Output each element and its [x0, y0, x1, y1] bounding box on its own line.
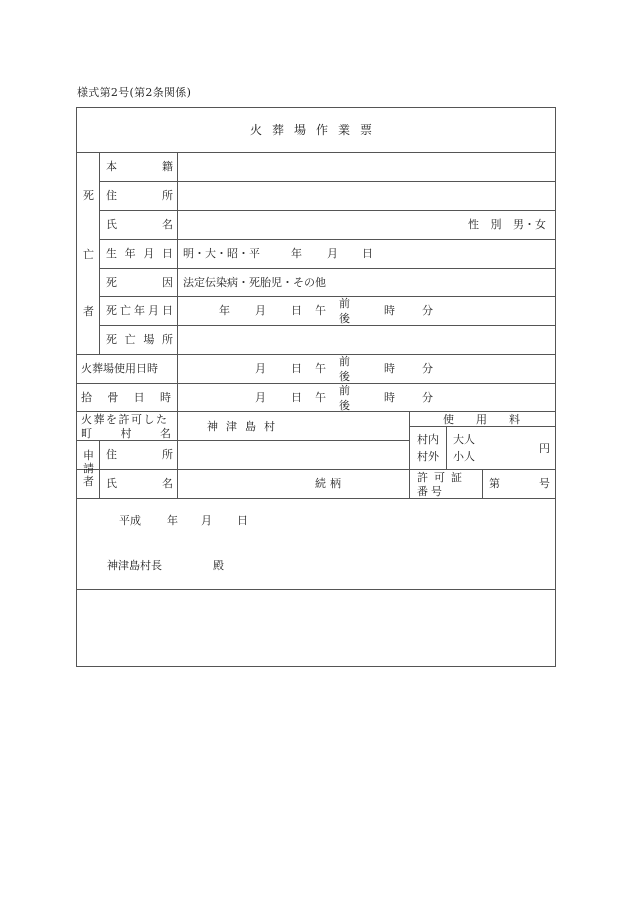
permit-town-label-line1: 火葬を許可した — [81, 413, 169, 426]
death-place-label: 死 亡 場 所 — [106, 333, 173, 346]
death-minute-unit: 分 — [422, 304, 433, 317]
honseki-label: 本 籍 — [106, 160, 173, 173]
death-day-unit: 日 — [291, 304, 302, 317]
bone-month-unit: 月 — [255, 391, 266, 404]
fee-nonresident-label: 村外 — [417, 450, 439, 463]
applicant-address-label: 住 所 — [106, 448, 173, 461]
bone-hour-unit: 時 — [384, 391, 395, 404]
permit-number-prefix: 第 — [489, 477, 500, 490]
use-minute-unit: 分 — [422, 362, 433, 375]
fee-child-label: 小人 — [453, 450, 475, 463]
death-noon-unit: 午 — [315, 304, 326, 317]
footer-era: 平成 — [119, 514, 141, 527]
use-pm-mark: 後 — [339, 370, 350, 383]
footer-addressee: 神津島村長 — [107, 559, 162, 572]
use-month-unit: 月 — [255, 362, 266, 375]
deceased-group-char-1: 死 — [83, 189, 94, 202]
cause-of-death-options: 法定伝染病・死胎児・その他 — [183, 276, 326, 289]
bone-minute-unit: 分 — [422, 391, 433, 404]
bone-noon-unit: 午 — [315, 391, 326, 404]
bone-collection-label: 拾 骨 日 時 — [81, 391, 171, 404]
form-caption: 様式第2号(第2条関係) — [77, 86, 192, 99]
footer-day-unit: 日 — [237, 514, 248, 527]
footer-honorific: 殿 — [213, 559, 224, 572]
footer-year-unit: 年 — [167, 514, 178, 527]
fee-resident-label: 村内 — [417, 433, 439, 446]
footer-month-unit: 月 — [201, 514, 212, 527]
birth-date-label: 生 年 月 日 — [106, 247, 173, 260]
relation-label: 続柄 — [315, 477, 345, 490]
death-year-unit: 年 — [219, 304, 230, 317]
sex-options: 男・女 — [513, 218, 546, 231]
permit-number-label-line2: 番 号 — [417, 485, 442, 498]
death-month-unit: 月 — [255, 304, 266, 317]
birth-era-options: 明・大・昭・平 — [183, 247, 260, 260]
applicant-name-label: 氏 名 — [106, 477, 173, 490]
death-am-mark: 前 — [339, 297, 350, 310]
bone-pm-mark: 後 — [339, 399, 350, 412]
birth-day-unit: 日 — [362, 247, 373, 260]
use-hour-unit: 時 — [384, 362, 395, 375]
applicant-group-char-2: 請 — [83, 462, 94, 475]
applicant-group-char-1: 申 — [83, 449, 94, 462]
birth-year-unit: 年 — [291, 247, 302, 260]
cremation-use-label: 火葬場使用日時 — [81, 362, 158, 375]
permit-number-label-line1: 許可証 — [417, 471, 468, 484]
permit-town-value: 神津島村 — [207, 420, 283, 433]
deceased-group-char-2: 亡 — [83, 248, 94, 261]
bone-am-mark: 前 — [339, 384, 350, 397]
applicant-group-char-3: 者 — [83, 475, 94, 488]
cause-of-death-label: 死 因 — [106, 276, 173, 289]
death-date-label: 死 亡 年 月 日 — [106, 304, 173, 317]
cremation-work-form — [76, 107, 556, 667]
bone-day-unit: 日 — [291, 391, 302, 404]
deceased-name-label: 氏 名 — [106, 218, 173, 231]
birth-month-unit: 月 — [327, 247, 338, 260]
use-am-mark: 前 — [339, 355, 350, 368]
fee-header: 使用料 — [443, 413, 542, 426]
death-hour-unit: 時 — [384, 304, 395, 317]
death-pm-mark: 後 — [339, 312, 350, 325]
permit-town-label-line2: 町 村 名 — [81, 427, 171, 440]
sex-label: 性 別 — [468, 218, 506, 231]
fee-unit: 円 — [539, 442, 550, 455]
permit-number-suffix: 号 — [539, 477, 550, 490]
use-noon-unit: 午 — [315, 362, 326, 375]
fee-adult-label: 大人 — [453, 433, 475, 446]
deceased-address-label: 住 所 — [106, 189, 173, 202]
use-day-unit: 日 — [291, 362, 302, 375]
form-title: 火葬場作業票 — [249, 123, 382, 137]
deceased-group-char-3: 者 — [83, 305, 94, 318]
